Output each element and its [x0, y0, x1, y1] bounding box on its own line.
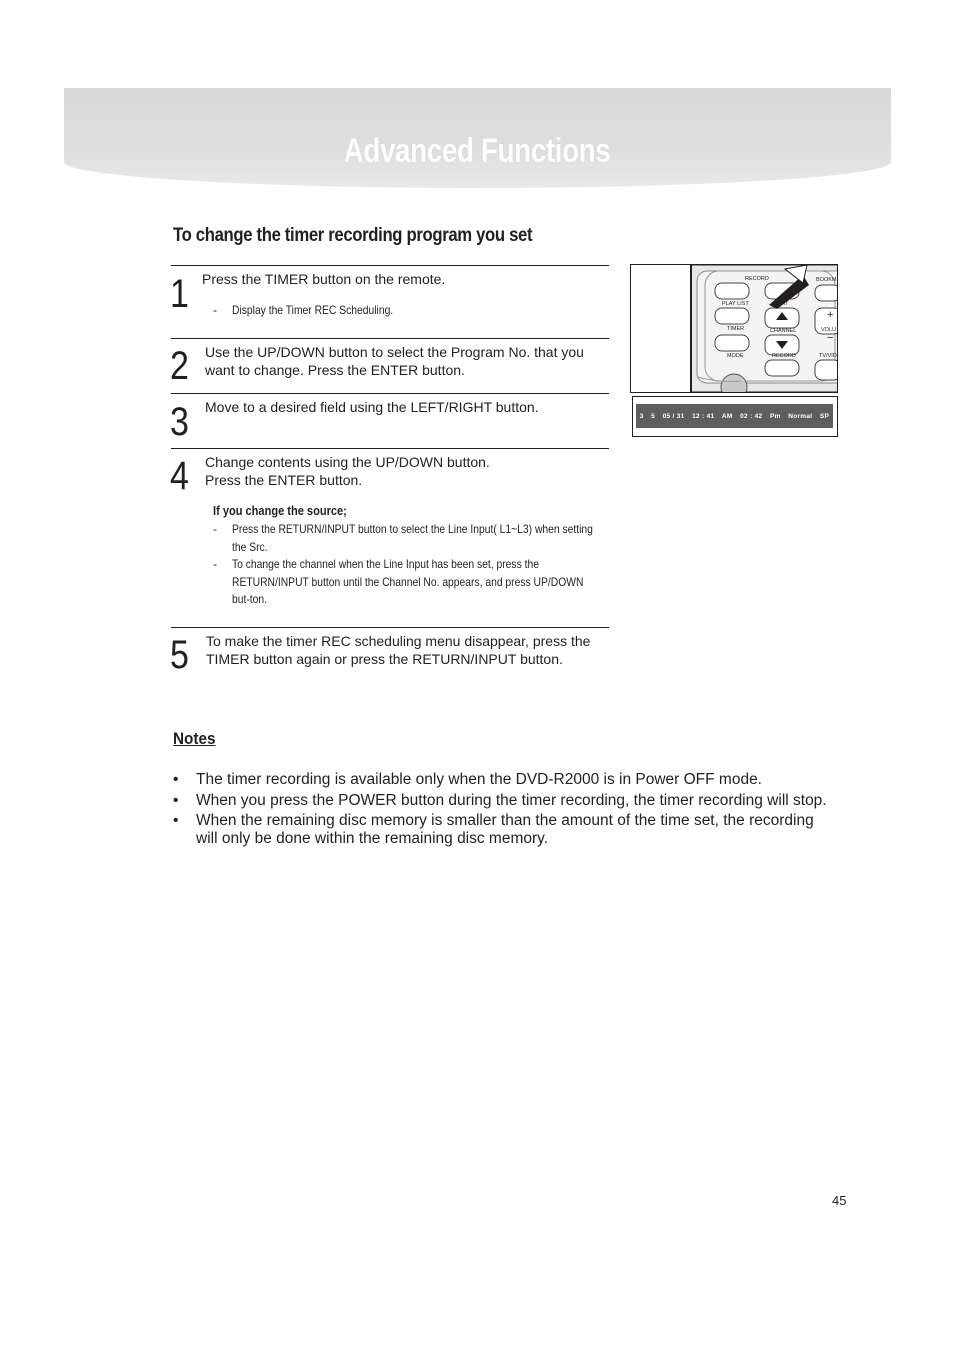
step-number: 1 — [170, 272, 189, 316]
volume-plus-icon: + — [827, 309, 834, 321]
step-text — [206, 632, 606, 668]
osd-field: 02 : 42 — [740, 412, 763, 420]
step-line: Use the UP/DOWN button to select the Program No. that you — [205, 344, 584, 360]
note-text: When you press the POWER button during the timer recording, the timer recording will stop. — [196, 791, 827, 809]
step-line: want to change. Press the ENTER button. — [205, 362, 465, 378]
notes-title: Notes — [173, 729, 216, 748]
note-text: When the remaining disc memory is smaller than the amount of the time set, the recording will only be done within the remaining disc memory. — [196, 812, 814, 847]
step-text — [205, 343, 605, 379]
remote-label: PLAY LIST — [722, 301, 749, 307]
bullet-icon: • — [173, 771, 179, 788]
step-divider — [171, 265, 609, 266]
step-text — [205, 453, 605, 489]
osd-field: AM — [721, 412, 733, 420]
osd-field: Normal — [788, 412, 813, 420]
remote-illustration — [630, 264, 838, 393]
step-number: 4 — [170, 454, 189, 498]
remote-label: TV/VID — [819, 353, 837, 359]
osd-bar — [636, 404, 833, 428]
step-number: 3 — [170, 400, 189, 444]
remote-label: CHANNEL — [770, 328, 797, 334]
dash-marker: - — [213, 522, 217, 536]
note-item — [173, 792, 833, 810]
osd-field: Pm — [769, 412, 781, 420]
remote-label: RECORD — [772, 353, 796, 359]
step-line: TIMER button again or press the RETURN/INPUT button. — [206, 651, 563, 667]
note-item — [173, 771, 833, 789]
sub-heading: If you change the source; — [213, 503, 347, 518]
step-line: To make the timer REC scheduling menu disappear, press the — [206, 633, 591, 649]
step-line: Press the ENTER button. — [205, 472, 363, 488]
volume-minus-icon: − — [827, 332, 834, 344]
step-divider — [171, 338, 609, 339]
dash-marker: - — [213, 303, 217, 317]
bullet-icon: • — [173, 791, 179, 809]
osd-field: 3 — [639, 412, 644, 420]
step-divider — [171, 393, 609, 394]
remote-label: BOOKM — [816, 277, 837, 283]
notes-list — [173, 771, 833, 850]
dash-marker: - — [213, 557, 217, 571]
osd-field: 5 — [651, 412, 656, 420]
timer-rec-osd — [632, 396, 838, 437]
step-line: Change contents using the UP/DOWN button. — [205, 454, 490, 470]
osd-field: 12 : 41 — [692, 412, 715, 420]
remote-label: EDIT — [776, 301, 789, 307]
section-title: To change the timer recording program you set — [173, 225, 533, 246]
note-text: The timer recording is available only when the DVD-R2000 is in Power OFF mode. — [196, 771, 762, 788]
step-divider — [171, 448, 609, 449]
remote-label: RECORD — [745, 276, 769, 282]
step-sub-item: Display the Timer REC Scheduling. — [232, 303, 394, 317]
step-number: 5 — [170, 633, 189, 677]
step-sub-item: Press the RETURN/INPUT button to select the Line Input( L1~L3) when setting the Src. — [232, 522, 593, 554]
page-number: 45 — [832, 1193, 847, 1208]
remote-label: TIMER — [727, 326, 745, 332]
step-divider — [171, 627, 609, 628]
step-number: 2 — [170, 344, 189, 388]
bullet-icon: • — [173, 812, 179, 829]
step-text: Move to a desired field using the LEFT/RIGHT button. — [205, 399, 539, 415]
remote-label: VOLU — [821, 327, 836, 333]
osd-field: SP — [819, 412, 830, 420]
osd-field: 05 / 31 — [662, 412, 685, 420]
step-sub-item: To change the channel when the Line Input has been set, press the RETURN/INPUT button until the Channel No. appears, and press UP/DOWN but-ton. — [232, 557, 584, 606]
step-text: Press the TIMER button on the remote. — [202, 271, 446, 287]
note-item — [173, 812, 833, 847]
page-title: Advanced Functions — [343, 132, 611, 170]
remote-label: MODE — [727, 353, 744, 359]
